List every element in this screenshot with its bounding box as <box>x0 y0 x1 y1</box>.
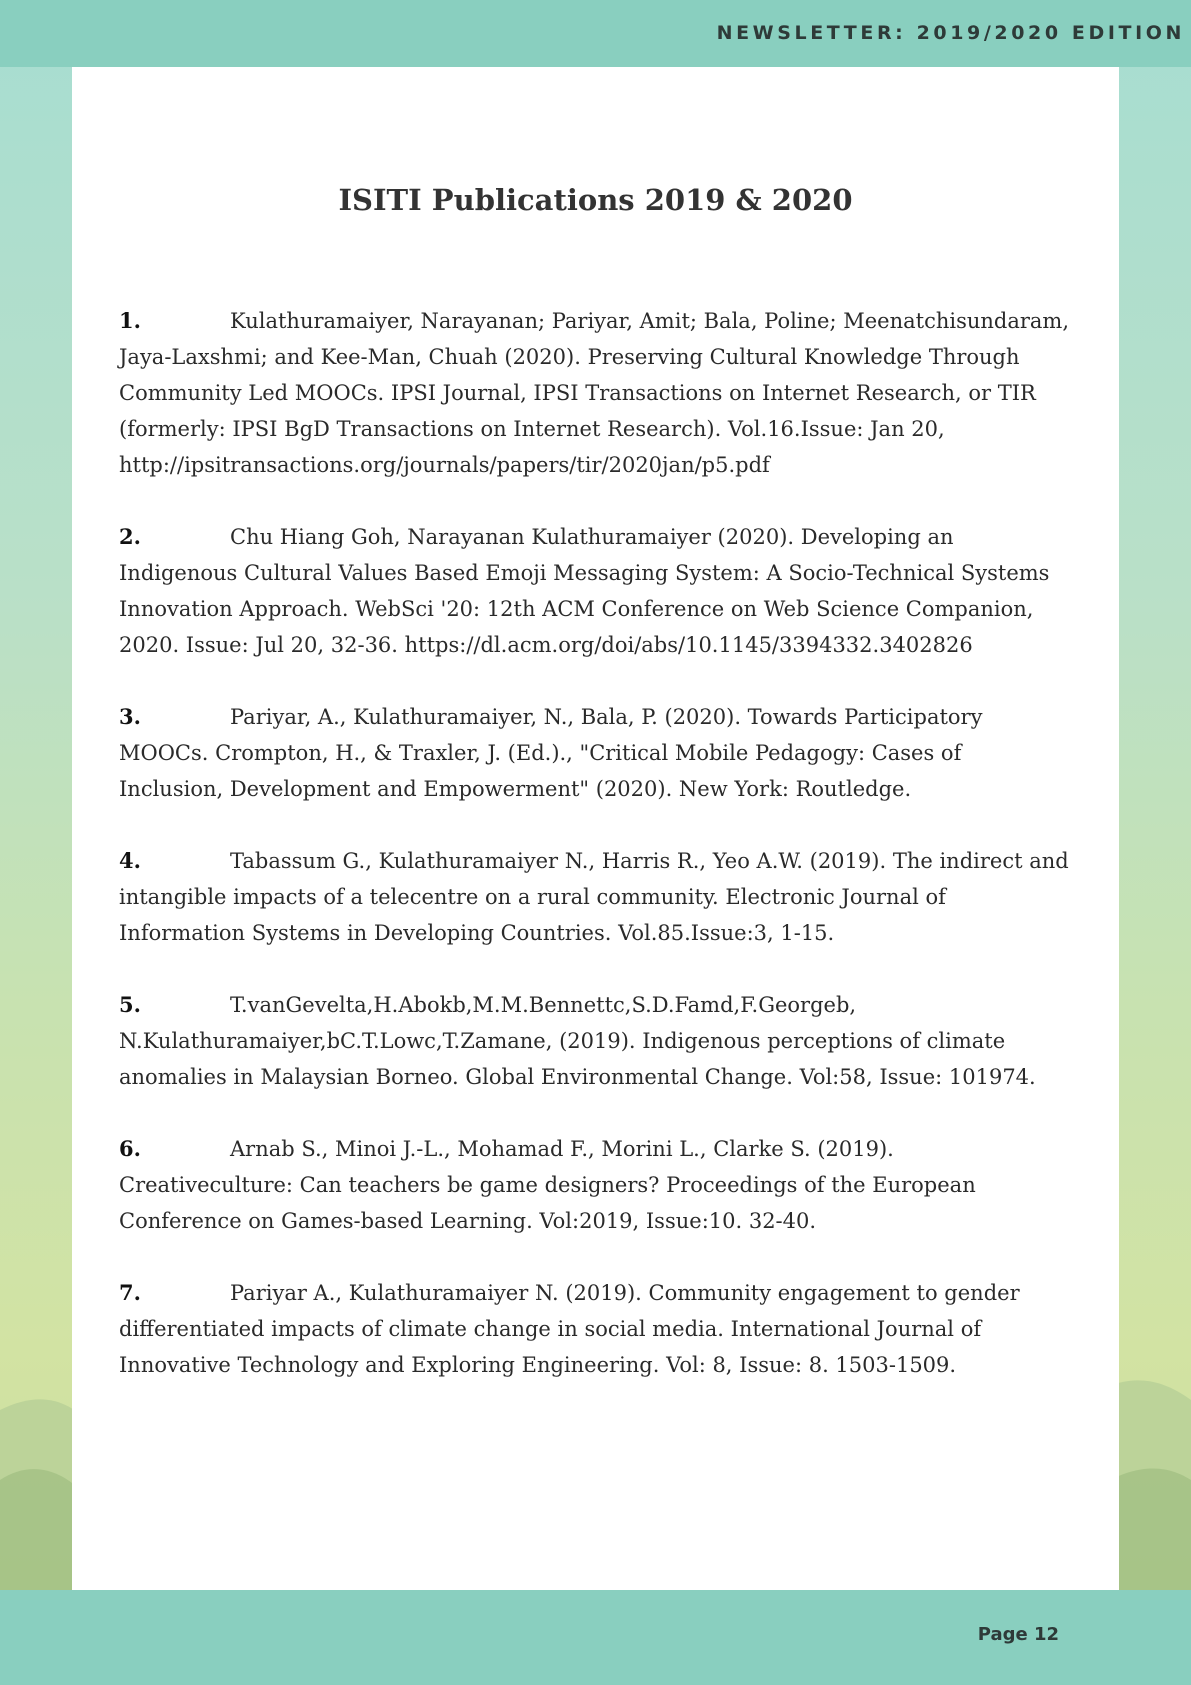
publication-citation: Pariyar A., Kulathuramaiyer N. (2019). Community engagement to gender differentiated impacts of climate change in social media. International Journal of Innovative Technology and Exploring Engineering. Vol: 8, Issue: 8. 1503-1509. <box>119 1281 1020 1377</box>
publication-number: 7. <box>119 1280 141 1305</box>
publication-item <box>119 699 1069 807</box>
content-sheet <box>72 67 1119 1590</box>
publication-item <box>119 1275 1069 1383</box>
publication-item <box>119 1131 1069 1239</box>
publication-number: 4. <box>119 848 141 873</box>
publication-number: 3. <box>119 704 141 729</box>
publication-list <box>119 303 1069 1419</box>
publication-citation: Chu Hiang Goh, Narayanan Kulathuramaiyer (2020). Developing an Indigenous Cultural Values Based Emoji Messaging System: A Socio-Technical Systems Innovation Approach. WebSci '20: 12th ACM Conference on Web Science Companion, 2020. Issue: Jul 20, 32-36. https://dl.acm.org/doi/abs/10.1145/3394332.3402826 <box>119 525 1050 657</box>
publication-citation: Arnab S., Minoi J.-L., Mohamad F., Morini L., Clarke S. (2019). Creativeculture: Can teachers be game designers? Proceedings of the European Conference on Games-based Learning. Vol:2019, Issue:10. 32-40. <box>119 1137 976 1233</box>
publication-number: 6. <box>119 1136 141 1161</box>
publication-number: 1. <box>119 308 141 333</box>
footer-band <box>0 1590 1191 1685</box>
publication-item <box>119 519 1069 663</box>
publication-citation: Tabassum G., Kulathuramaiyer N., Harris R., Yeo A.W. (2019). The indirect and intangible impacts of a telecentre on a rural community. Electronic Journal of Information Systems in Developing Countries. Vol.85.Issue:3, 1-15. <box>119 849 1069 945</box>
publication-item <box>119 843 1069 951</box>
publication-citation: Pariyar, A., Kulathuramaiyer, N., Bala, P. (2020). Towards Participatory MOOCs. Crompton, H., & Traxler, J. (Ed.)., "Critical Mobile Pedagogy: Cases of Inclusion, Development and Empowerment" (2020). New York: Routledge. <box>119 705 983 801</box>
publication-number: 5. <box>119 992 141 1017</box>
publication-citation: Kulathuramaiyer, Narayanan; Pariyar, Amit; Bala, Poline; Meenatchisundaram, Jaya-Laxshmi; and Kee-Man, Chuah (2020). Preserving Cultural Knowledge Through Community Led MOOCs. IPSI Journal, IPSI Transactions on Internet Research, or TIR (formerly: IPSI BgD Transactions on Internet Research). Vol.16.Issue: Jan 20, http://ipsitransactions.org/journals/papers/tir/2020jan/p5.pdf <box>119 309 1070 477</box>
page-number: Page 12 <box>977 1624 1059 1645</box>
page-title: ISITI Publications 2019 & 2020 <box>338 183 853 217</box>
newsletter-edition-label: NEWSLETTER: 2019/2020 EDITION <box>716 22 1185 44</box>
publication-item <box>119 303 1069 483</box>
publication-citation: T.vanGevelta,H.Abokb,M.M.Bennettc,S.D.Famd,F.Georgeb, N.Kulathuramaiyer,bC.T.Lowc,T.Zamane, (2019). Indigenous perceptions of climate anomalies in Malaysian Borneo. Global Environmental Change. Vol:58, Issue: 101974. <box>119 993 1036 1089</box>
publication-number: 2. <box>119 524 141 549</box>
header-band <box>0 0 1191 67</box>
publication-item <box>119 987 1069 1095</box>
